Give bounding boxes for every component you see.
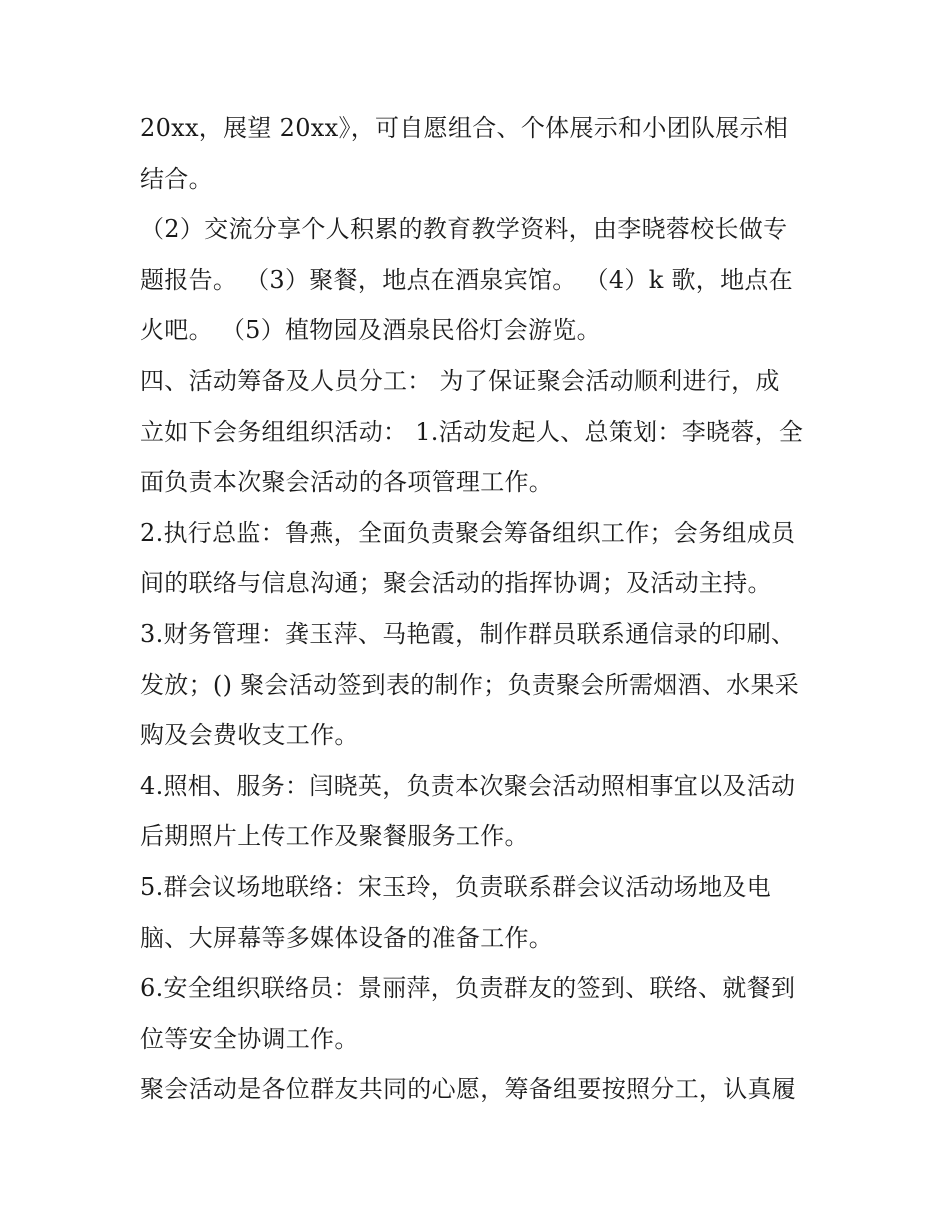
text-line: （2）交流分享个人积累的教育教学资料，由李晓蓉校长做专 <box>140 215 788 244</box>
text-line: 聚会活动是各位群友共同的心愿，筹备组要按照分工，认真履 <box>140 1075 797 1104</box>
text-line: 20xx，展望 20xx》，可自愿组合、个体展示和小团队展示相 <box>140 114 789 142</box>
text-line: 4.照相、服务：闫晓英，负责本次聚会活动照相事宜以及活动 <box>140 771 796 800</box>
text-line: 位等安全协调工作。 <box>140 1024 359 1053</box>
text-line: 脑、大屏幕等多媒体设备的准备工作。 <box>140 923 554 952</box>
text-line: 面负责本次聚会活动的各项管理工作。 <box>140 468 554 497</box>
text-line: 立如下会务组组织活动： 1.活动发起人、总策划：李晓蓉，全 <box>140 417 804 446</box>
text-line: 火吧。 （5）植物园及酒泉民俗灯会游览。 <box>140 316 601 345</box>
text-line: 间的联络与信息沟通；聚会活动的指挥协调；及活动主持。 <box>140 569 772 598</box>
text-line: 5.群会议场地联络：宋玉玲，负责联系群会议活动场地及电 <box>140 872 771 901</box>
text-line: 题报告。 （3）聚餐，地点在酒泉宾馆。 （4）k 歌，地点在 <box>140 265 793 294</box>
text-line: 发放；() 聚会活动签到表的制作；负责聚会所需烟酒、水果采 <box>140 670 800 699</box>
text-line: 购及会费收支工作。 <box>140 721 359 750</box>
text-line: 结合。 <box>140 164 213 193</box>
text-line: 3.财务管理：龚玉萍、马艳霞，制作群员联系通信录的印刷、 <box>140 619 796 648</box>
text-line: 四、活动筹备及人员分工： 为了保证聚会活动顺利进行，成 <box>140 366 780 395</box>
text-line: 后期照片上传工作及聚餐服务工作。 <box>140 822 529 851</box>
text-line: 6.安全组织联络员：景丽萍，负责群友的签到、联络、就餐到 <box>140 974 796 1003</box>
text-line: 2.执行总监：鲁燕，全面负责聚会筹备组织工作；会务组成员 <box>140 518 796 547</box>
document-body <box>140 103 820 1115</box>
